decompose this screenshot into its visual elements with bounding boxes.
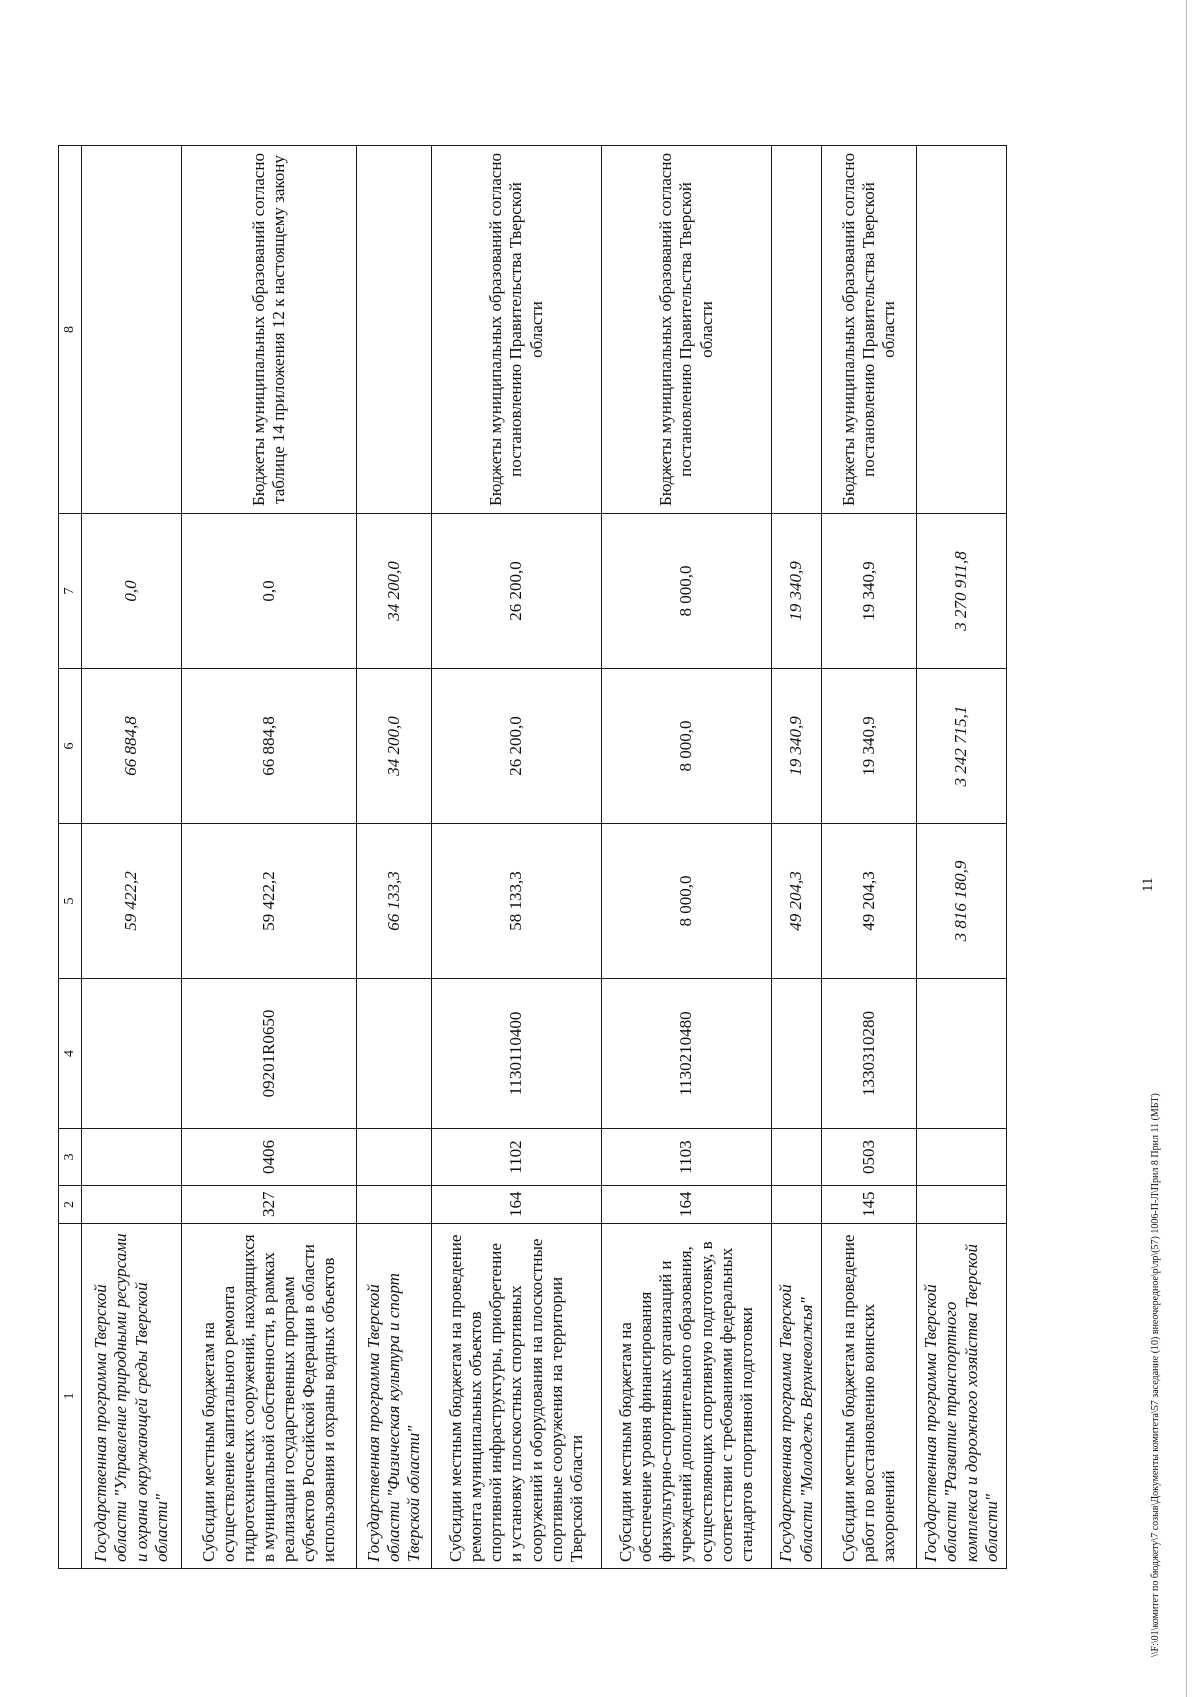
table-row <box>357 146 432 1569</box>
target-article: 1130110400 <box>432 979 602 1129</box>
recipients <box>917 146 1007 514</box>
row-name: Государственная программа Тверской области "Физическая культура и спорт Тверской области" <box>357 1224 432 1569</box>
amount-col6: 34 200,0 <box>357 669 432 824</box>
table-row <box>432 146 602 1569</box>
target-article <box>357 979 432 1129</box>
amount-col5: 59 422,2 <box>182 824 357 979</box>
row-name: Субсидии местным бюджетам на осуществление капитального ремонта гидротехнических сооружений, находящихся в муниципальной собственности, в рамках реализации государственных программ субъектов Российской Федерации в области использования и охраны водных объектов <box>182 1224 357 1569</box>
target-article: 09201R0650 <box>182 979 357 1129</box>
table-row <box>602 146 772 1569</box>
admin-code: 145 <box>822 1186 917 1224</box>
amount-col6: 8 000,0 <box>602 669 772 824</box>
amount-col7: 0,0 <box>182 514 357 669</box>
recipients: Бюджеты муниципальных образований согласно постановлению Правительства Тверской области <box>602 146 772 514</box>
table-row <box>822 146 917 1569</box>
amount-col7: 19 340,9 <box>772 514 822 669</box>
section-code: 0406 <box>182 1129 357 1186</box>
admin-code <box>917 1186 1007 1224</box>
admin-code: 164 <box>432 1186 602 1224</box>
page-number: 11 <box>1140 877 1156 892</box>
amount-col6: 19 340,9 <box>772 669 822 824</box>
admin-code <box>82 1186 182 1224</box>
amount-col5: 8 000,0 <box>602 824 772 979</box>
amount-col6: 66 884,8 <box>82 669 182 824</box>
admin-code <box>357 1186 432 1224</box>
target-article: 1330310280 <box>822 979 917 1129</box>
table-row <box>182 146 357 1569</box>
admin-code: 164 <box>602 1186 772 1224</box>
rotated-page <box>0 137 1200 1697</box>
target-article: 1130210480 <box>602 979 772 1129</box>
column-number: 2 <box>59 1186 82 1224</box>
amount-col7: 19 340,9 <box>822 514 917 669</box>
column-number: 8 <box>59 146 82 514</box>
section-code <box>772 1129 822 1186</box>
amount-col7: 0,0 <box>82 514 182 669</box>
amount-col7: 3 270 911,8 <box>917 514 1007 669</box>
budget-table <box>58 145 1007 1569</box>
section-code <box>357 1129 432 1186</box>
recipients <box>82 146 182 514</box>
row-name: Государственная программа Тверской области "Молодежь Верхневолжья" <box>772 1224 822 1569</box>
column-number: 1 <box>59 1224 82 1569</box>
section-code: 1102 <box>432 1129 602 1186</box>
amount-col6: 19 340,9 <box>822 669 917 824</box>
section-code: 0503 <box>822 1129 917 1186</box>
column-number-row <box>59 146 82 1569</box>
section-code <box>917 1129 1007 1186</box>
amount-col6: 66 884,8 <box>182 669 357 824</box>
admin-code <box>772 1186 822 1224</box>
recipients: Бюджеты муниципальных образований согласно таблице 14 приложения 12 к настоящему закону <box>182 146 357 514</box>
table-row <box>82 146 182 1569</box>
table-row <box>917 146 1007 1569</box>
row-name: Государственная программа Тверской области "Развитие транспортного комплекса и дорожного хозяйства Тверской области" <box>917 1224 1007 1569</box>
target-article <box>917 979 1007 1129</box>
column-number: 4 <box>59 979 82 1129</box>
row-name: Субсидии местным бюджетам на проведение работ по восстановлению воинских захоронений <box>822 1224 917 1569</box>
section-code: 1103 <box>602 1129 772 1186</box>
section-code <box>82 1129 182 1186</box>
amount-col7: 8 000,0 <box>602 514 772 669</box>
amount-col5: 3 816 180,9 <box>917 824 1007 979</box>
table-row <box>772 146 822 1569</box>
amount-col6: 3 242 715,1 <box>917 669 1007 824</box>
amount-col5: 58 133,3 <box>432 824 602 979</box>
amount-col7: 26 200,0 <box>432 514 602 669</box>
recipients: Бюджеты муниципальных образований согласно постановлению Правительства Тверской области <box>822 146 917 514</box>
amount-col6: 26 200,0 <box>432 669 602 824</box>
recipients: Бюджеты муниципальных образований согласно постановлению Правительства Тверской области <box>432 146 602 514</box>
recipients <box>772 146 822 514</box>
row-name: Субсидии местным бюджетам на обеспечение уровня финансирования физкультурно-спортивных организаций и учреждений дополнительного образования, осуществляющих спортивную подготовку, в соответствии с требованиями федеральных стандартов спортивной подготовки <box>602 1224 772 1569</box>
amount-col7: 34 200,0 <box>357 514 432 669</box>
column-number: 7 <box>59 514 82 669</box>
target-article <box>772 979 822 1129</box>
admin-code: 327 <box>182 1186 357 1224</box>
row-name: Субсидии местным бюджетам на проведение ремонта муниципальных объектов спортивной инфраструктуры, приобретение и установку плоскостных спортивных сооружений и оборудования на плоскостные спортивные сооружения на территории Тверской области <box>432 1224 602 1569</box>
amount-col5: 49 204,3 <box>822 824 917 979</box>
column-number: 6 <box>59 669 82 824</box>
row-name: Государственная программа Тверской области "Управление природными ресурсами и охрана окружающей среды Тверской области" <box>82 1224 182 1569</box>
target-article <box>82 979 182 1129</box>
amount-col5: 49 204,3 <box>772 824 822 979</box>
amount-col5: 59 422,2 <box>82 824 182 979</box>
column-number: 5 <box>59 824 82 979</box>
file-path-footer: \\F:\01\комитет по бюджету\7 созыв\Документы комитета\57 заседание (10) внеочередное\р\лр\(57) 1006-П-Л\Прил 8 Прил 11 (МБТ) <box>1150 1093 1161 1657</box>
recipients <box>357 146 432 514</box>
amount-col5: 66 133,3 <box>357 824 432 979</box>
column-number: 3 <box>59 1129 82 1186</box>
